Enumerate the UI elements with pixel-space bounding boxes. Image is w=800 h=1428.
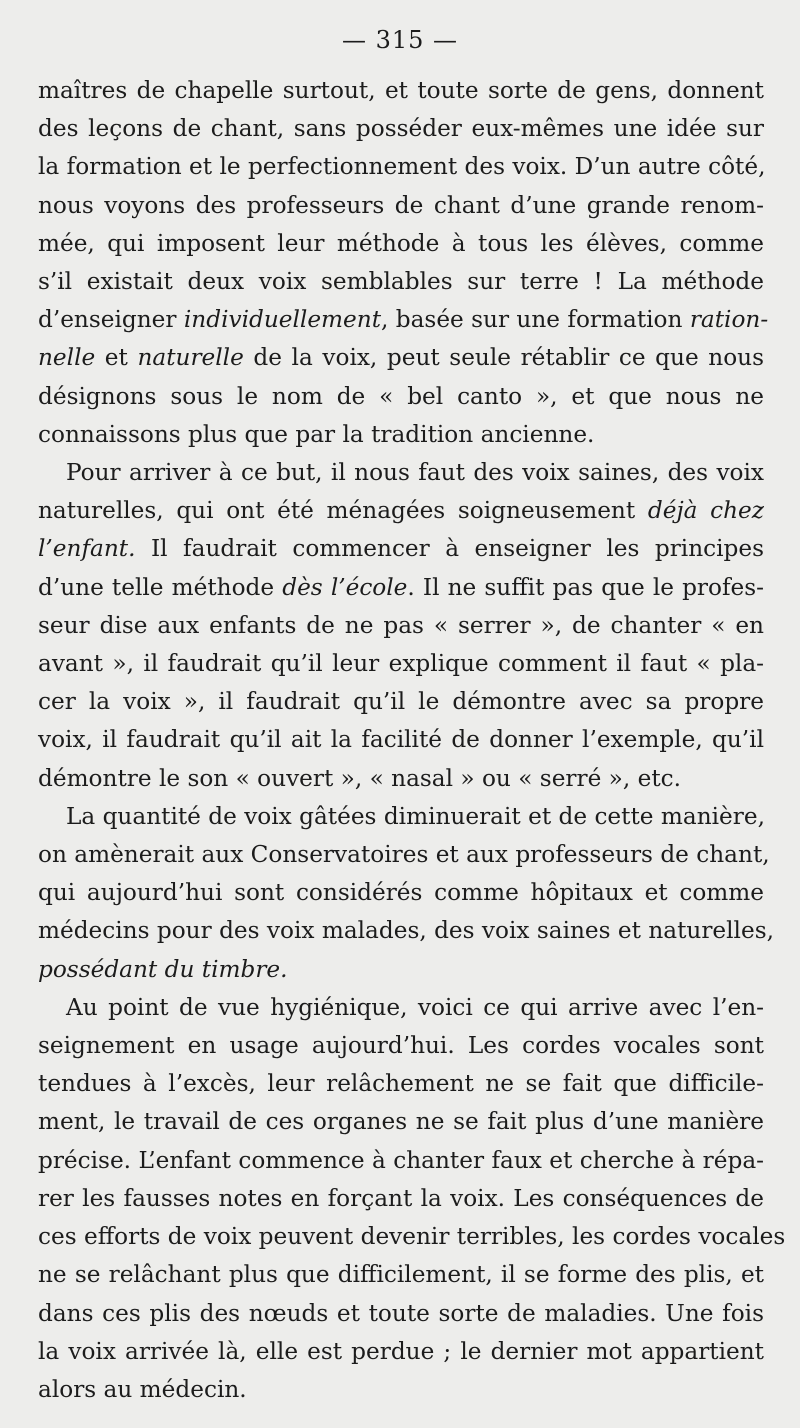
line-text: alors au médecin.: [38, 1375, 247, 1403]
italic-text: naturelle: [137, 344, 244, 372]
line-text: d’enseigner: [38, 306, 184, 334]
text-line: [38, 912, 774, 950]
text-line: [38, 454, 764, 492]
text-line: [38, 492, 764, 530]
line-text: avant », il faudrait qu’il leur explique comment il faut « pla-: [38, 650, 764, 678]
line-text: , basée sur une formation: [381, 306, 690, 334]
text-line: [38, 645, 764, 683]
text-line: [38, 148, 764, 186]
text-line: [38, 378, 764, 416]
text-line: [38, 836, 770, 874]
body-text: [38, 72, 786, 1409]
line-text: nous voyons des professeurs de chant d’une grande renom-: [38, 191, 764, 219]
line-text: qui aujourd’hui sont considérés comme hôpitaux et comme: [38, 879, 764, 907]
line-text: connaissons plus que par la tradition ancienne.: [38, 420, 595, 448]
italic-text: possédant du timbre.: [38, 955, 288, 983]
text-line: [38, 416, 764, 454]
italic-text: individuellement: [183, 306, 382, 334]
text-line: [38, 1371, 764, 1409]
italic-text: l’enfant.: [38, 535, 136, 563]
line-text: cer la voix », il faudrait qu’il le démontre avec sa propre: [38, 688, 764, 716]
line-text: maîtres de chapelle surtout, et toute sorte de gens, donnent: [38, 77, 764, 104]
line-text: Il faudrait commencer à enseigner les principes: [135, 535, 764, 563]
line-text: dans ces plis des nœuds et toute sorte de maladies. Une fois: [38, 1299, 764, 1327]
text-line: [38, 1065, 764, 1103]
line-text: naturelles, qui ont été ménagées soigneusement: [38, 497, 648, 525]
text-line: [38, 72, 764, 110]
line-text: Au point de vue hygiénique, voici ce qui arrive avec l’en-: [66, 993, 764, 1021]
line-text: La quantité de voix gâtées diminuerait et de cette manière,: [66, 802, 765, 830]
text-line: [38, 989, 764, 1027]
text-line: [38, 301, 769, 339]
text-line: [38, 225, 764, 263]
text-line: [38, 798, 764, 836]
text-line: [38, 1333, 764, 1371]
text-line: [38, 607, 764, 645]
line-text: ces efforts de voix peuvent devenir terribles, les cordes vocales: [38, 1223, 786, 1251]
text-line: [38, 874, 764, 912]
text-line: [38, 1142, 764, 1180]
text-line: [38, 339, 764, 377]
text-line: [38, 721, 764, 759]
text-line: [38, 263, 764, 301]
line-text: mée, qui imposent leur méthode à tous les élèves, comme: [38, 229, 764, 257]
line-text: seur dise aux enfants de ne pas « serrer », de chanter « en: [38, 611, 764, 639]
line-text: ne se relâchant plus que difficilement, il se forme des plis, et: [38, 1261, 764, 1289]
line-text: médecins pour des voix malades, des voix saines et naturelles,: [38, 917, 774, 945]
line-text: tendues à l’excès, leur relâchement ne se fait que difficile-: [38, 1070, 764, 1098]
line-text: démontre le son « ouvert », « nasal » ou « serré », etc.: [38, 764, 682, 792]
line-text: d’une telle méthode: [38, 573, 283, 601]
italic-text: nelle: [38, 344, 96, 372]
italic-text: déjà chez: [647, 497, 764, 525]
italic-text: dès l’école: [282, 573, 408, 601]
line-text: la formation et le perfectionnement des voix. D’un autre côté,: [38, 153, 766, 181]
text-line: [38, 569, 764, 607]
line-text: rer les fausses notes en forçant la voix. Les conséquences de: [38, 1184, 764, 1212]
line-text: on amènerait aux Conservatoires et aux professeurs de chant,: [38, 841, 770, 869]
line-text: précise. L’enfant commence à chanter faux et cherche à répa-: [38, 1146, 764, 1174]
line-text: des leçons de chant, sans posséder eux-mêmes une idée sur: [38, 115, 764, 143]
text-line: [38, 530, 764, 568]
text-line: [38, 1180, 764, 1218]
line-text: désignons sous le nom de « bel canto », et que nous ne: [38, 382, 764, 410]
page-number: — 315 —: [341, 26, 459, 54]
text-line: [38, 1295, 764, 1333]
line-text: voix, il faudrait qu’il ait la facilité de donner l’exemple, qu’il: [38, 726, 764, 754]
text-line: [38, 683, 764, 721]
line-text: ment, le travail de ces organes ne se fait plus d’une manière: [38, 1108, 764, 1136]
line-text: s’il existait deux voix semblables sur terre ! La méthode: [38, 268, 764, 296]
text-line: [38, 187, 764, 225]
line-text: de la voix, peut seule rétablir ce que nous: [243, 344, 764, 372]
text-line: [38, 760, 764, 798]
text-line: [38, 110, 764, 148]
line-text: . Il ne suffit pas que le profes-: [407, 573, 764, 601]
text-line: [38, 1218, 786, 1256]
text-line: [38, 1256, 764, 1294]
italic-text: ration-: [689, 306, 769, 334]
line-text: la voix arrivée là, elle est perdue ; le dernier mot appartient: [38, 1337, 764, 1365]
line-text: et: [95, 344, 138, 372]
line-text: Pour arriver à ce but, il nous faut des voix saines, des voix: [66, 459, 764, 487]
text-line: [38, 1103, 764, 1141]
text-line: [38, 1027, 764, 1065]
line-text: seignement en usage aujourd’hui. Les cordes vocales sont: [38, 1032, 764, 1060]
text-line: [38, 951, 764, 989]
